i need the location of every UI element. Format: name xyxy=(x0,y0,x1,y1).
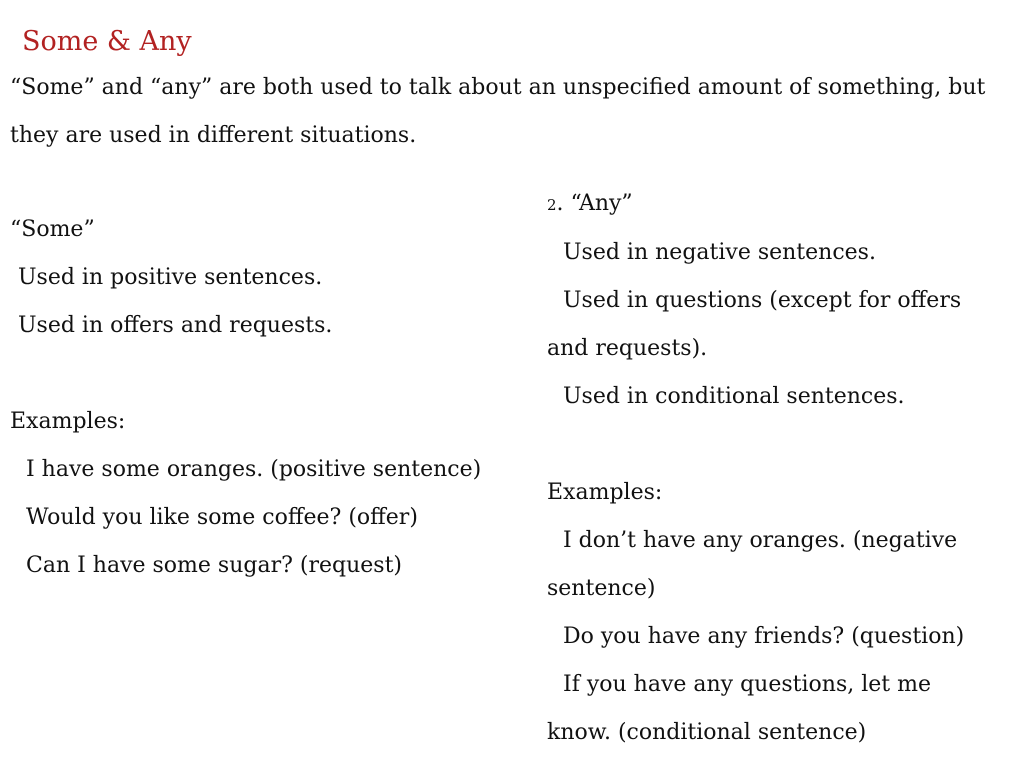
spacer xyxy=(547,421,997,469)
list-number: 2 xyxy=(547,196,557,214)
some-column xyxy=(10,206,510,590)
some-heading: “Some” xyxy=(10,217,95,242)
slide-title: Some & Any xyxy=(22,26,192,57)
any-example-item: I don’t have any oranges. (negative sentence) xyxy=(547,528,958,601)
any-use-item: Used in conditional sentences. xyxy=(563,384,905,409)
some-use-item: Used in offers and requests. xyxy=(18,313,333,338)
some-examples-label: Examples: xyxy=(10,409,126,434)
some-example-item: I have some oranges. (positive sentence) xyxy=(26,457,482,482)
any-examples-label: Examples: xyxy=(547,480,663,505)
any-use-item: Used in negative sentences. xyxy=(563,240,876,265)
any-column xyxy=(547,180,997,757)
intro-paragraph: “Some” and “any” are both used to talk about an unspecified amount of something, but they are used in different situations. xyxy=(10,75,986,148)
some-example-item: Can I have some sugar? (request) xyxy=(26,553,402,578)
any-heading-line xyxy=(547,180,997,229)
some-use-item: Used in positive sentences. xyxy=(18,265,323,290)
any-example-item: Do you have any friends? (question) xyxy=(563,624,965,649)
some-example-item: Would you like some coffee? (offer) xyxy=(26,505,418,530)
spacer xyxy=(10,350,510,398)
any-use-item: Used in questions (except for offers and requests). xyxy=(547,288,962,361)
any-heading: . “Any” xyxy=(556,191,633,216)
any-example-item: If you have any questions, let me know. (conditional sentence) xyxy=(547,672,931,745)
